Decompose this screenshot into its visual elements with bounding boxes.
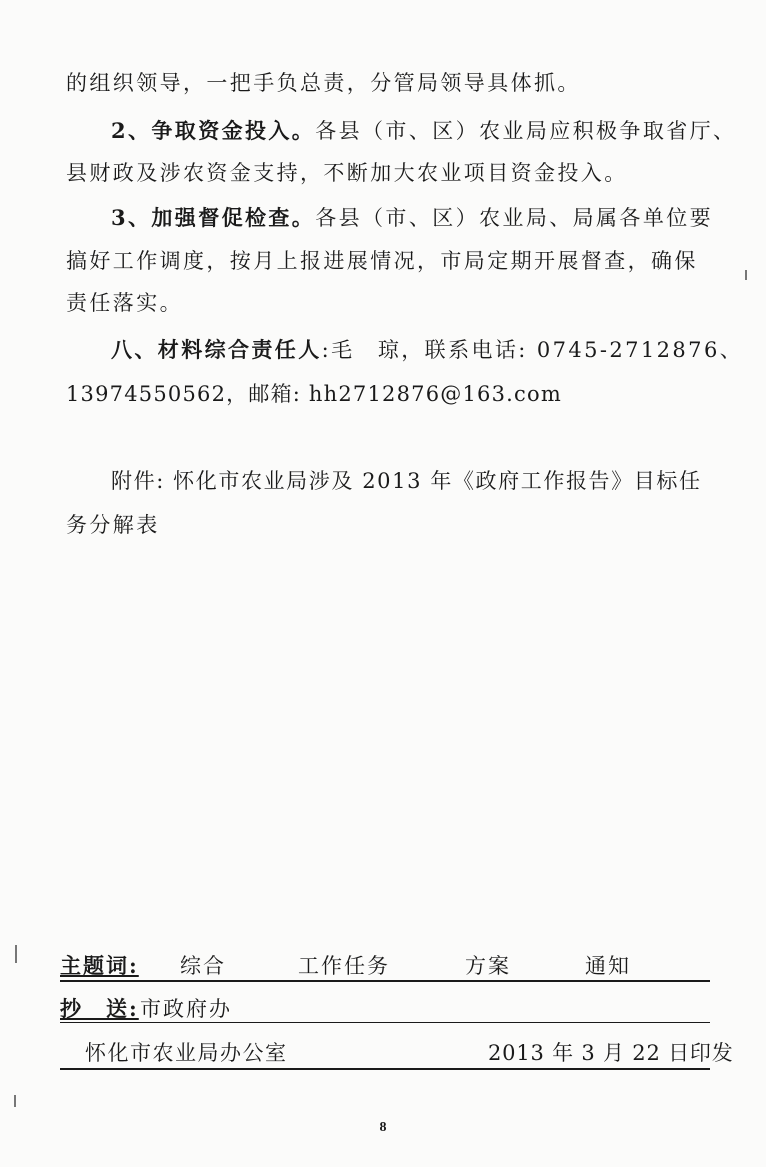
keyword-1: 综合 — [180, 954, 226, 978]
attachment-line-2: 务分解表 — [66, 513, 160, 537]
scan-mark — [745, 270, 747, 280]
cc-label: 抄 送: — [60, 996, 139, 1021]
item-3-continuation-1: 搞好工作调度，按月上报进展情况，市局定期开展督查，确保 — [66, 249, 698, 273]
item-2-continuation: 县财政及涉农资金支持，不断加大农业项目资金投入。 — [66, 161, 628, 185]
item-2-title: 2、争取资金投入。 — [111, 118, 316, 143]
keyword-4: 通知 — [585, 954, 631, 978]
scan-mark — [15, 945, 17, 963]
item-3-continuation-2: 责任落实。 — [66, 291, 183, 315]
scan-mark — [14, 1095, 16, 1107]
item-3-title: 3、加强督促检查。 — [111, 205, 316, 230]
section-8-title: 八、材料综合责任人 — [111, 337, 322, 362]
item-2-text: 各县（市、区）农业局应积极争取省厅、 — [315, 119, 737, 143]
section-8-line — [111, 335, 743, 365]
body-line-1: 的组织领导，一把手负总责，分管局领导具体抓。 — [66, 71, 581, 95]
issuer-rule — [60, 1068, 710, 1070]
attachment-line-1: 附件: 怀化市农业局涉及 2013 年《政府工作报告》目标任 — [111, 469, 702, 493]
page-number: 8 — [379, 1120, 387, 1135]
keyword-2: 工作任务 — [298, 954, 390, 978]
issuer: 怀化市农业局办公室 — [85, 1041, 288, 1065]
cc-value: 市政府办 — [140, 997, 232, 1021]
item-2-line — [111, 116, 736, 146]
cc-rule — [60, 1022, 710, 1023]
item-3-text: 各县（市、区）农业局、局属各单位要 — [315, 206, 714, 230]
print-date: 2013 年 3 月 22 日印发 — [488, 1041, 734, 1065]
item-3-line — [111, 203, 713, 233]
keywords-label: 主题词: — [60, 953, 139, 978]
section-8-continuation: 13974550562，邮箱: hh2712876@163.com — [66, 382, 562, 406]
keywords-rule — [60, 980, 710, 982]
keyword-3: 方案 — [465, 954, 511, 978]
section-8-text: :毛 琼，联系电话: 0745-2712876、 — [321, 338, 744, 362]
